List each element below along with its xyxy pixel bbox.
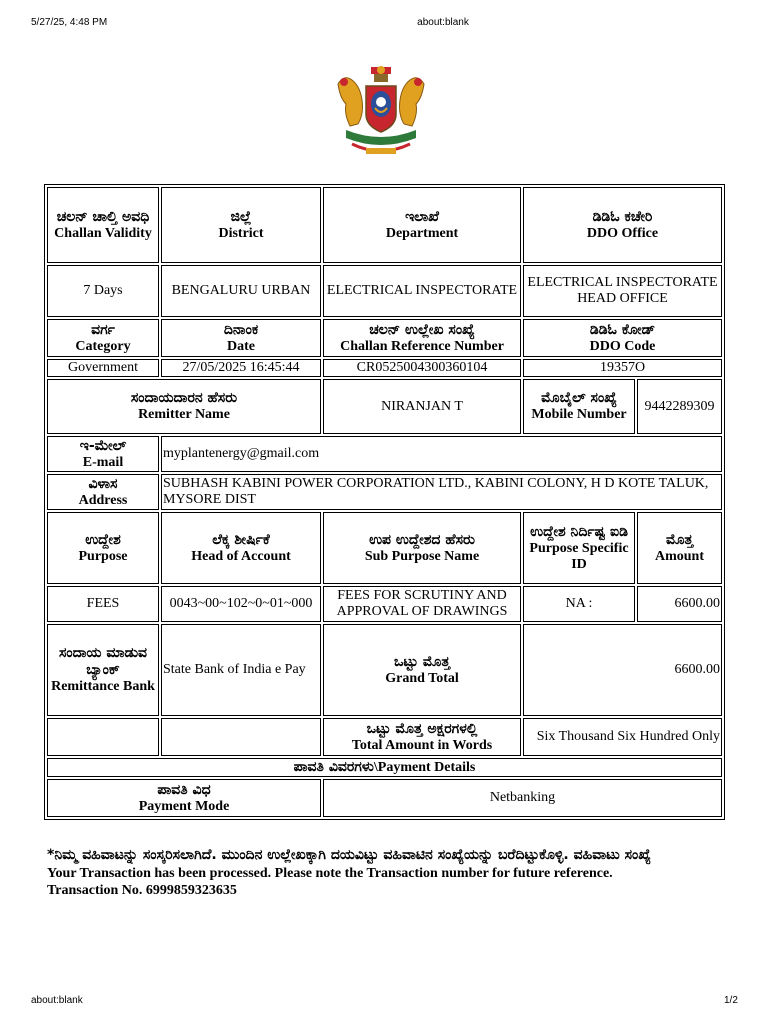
challan-reference-header bbox=[323, 319, 521, 357]
empty-cell-1 bbox=[47, 718, 159, 756]
transaction-note-kannada: *ನಿಮ್ಮ ವಹಿವಾಟನ್ನು ಸಂಸ್ಕರಿಸಲಾಗಿದೆ. ಮುಂದಿನ ಉಲ್ಲೇಖಕ್ಕಾಗಿ ದಯವಿಟ್ಟು ವಹಿವಾಟಿನ ಸಂಖ್ಯೆಯನ್ನು ಬರೆದಿಟ್ಟುಕೊಳ್ಳಿ. ವಹಿವಾಟು ಸಂಖ್ಯೆ bbox=[47, 847, 651, 863]
remittance-bank-header bbox=[47, 624, 159, 716]
payment-mode-en: Payment Mode bbox=[138, 798, 230, 814]
ddo-office-en: DDO Office bbox=[586, 225, 659, 241]
department-value: ELECTRICAL INSPECTORATE bbox=[323, 265, 521, 317]
address-en: Address bbox=[78, 492, 128, 508]
challan-validity-header bbox=[47, 187, 159, 263]
head-of-account-en: Head of Account bbox=[191, 548, 291, 564]
head-of-account-value: 0043~00~102~0~01~000 bbox=[161, 586, 321, 622]
remitter-name-en: Remitter Name bbox=[138, 407, 230, 422]
department-en: Department bbox=[385, 225, 459, 241]
address-header bbox=[47, 474, 159, 510]
head-of-account-kn: ಲೆಕ್ಕ ಶೀರ್ಷಿಕೆ bbox=[212, 531, 270, 548]
mobile-number-en: Mobile Number bbox=[531, 407, 627, 422]
date-header bbox=[161, 319, 321, 357]
payment-details-header bbox=[47, 758, 722, 777]
sub-purpose-header bbox=[323, 512, 521, 584]
head-of-account-header bbox=[161, 512, 321, 584]
remitter-name-value: NIRANJAN T bbox=[323, 379, 521, 434]
ddo-code-kn: ಡಿಡಿಓ ಕೋಡ್ bbox=[589, 321, 656, 338]
district-value: BENGALURU URBAN bbox=[161, 265, 321, 317]
transaction-note-english: Your Transaction has been processed. Please note the Transaction number for future reference. bbox=[47, 866, 613, 881]
sub-purpose-en: Sub Purpose Name bbox=[364, 548, 480, 564]
remittance-bank-value: State Bank of India e Pay bbox=[161, 624, 321, 716]
payment-details-kn: ಪಾವತಿ ವಿವರಗಳು bbox=[293, 759, 374, 775]
amount-in-words-en: Total Amount in Words bbox=[351, 737, 493, 753]
challan-validity-en: Challan Validity bbox=[54, 225, 152, 241]
ddo-code-en: DDO Code bbox=[589, 338, 656, 354]
challan-validity-kn: ಚಲನ್ ಚಾಲ್ತಿ ಅವಧಿ bbox=[56, 208, 150, 225]
sub-purpose-value: FEES FOR SCRUTINY AND APPROVAL OF DRAWINGS bbox=[323, 586, 521, 622]
district-header bbox=[161, 187, 321, 263]
challan-reference-value: CR0525004300360104 bbox=[323, 359, 521, 377]
remittance-bank-kn: ಸಂದಾಯ ಮಾಡುವ ಬ್ಯಾಂಕ್ bbox=[58, 645, 148, 678]
purpose-en: Purpose bbox=[78, 548, 128, 564]
purpose-specific-id-en: Purpose Specific ID bbox=[529, 540, 629, 572]
email-kn: ಇ-ಮೇಲ್ bbox=[79, 437, 127, 454]
payment-details-en: \Payment Details bbox=[373, 760, 476, 775]
payment-mode-header bbox=[47, 779, 321, 817]
purpose-specific-id-value: NA : bbox=[523, 586, 635, 622]
category-value: Government bbox=[47, 359, 159, 377]
category-en: Category bbox=[75, 338, 131, 354]
purpose-specific-id-header bbox=[523, 512, 635, 584]
email-value: myplantenergy@gmail.com bbox=[161, 436, 722, 472]
print-page-title: about:blank bbox=[417, 17, 469, 28]
category-kn: ವರ್ಗ bbox=[91, 321, 115, 338]
ddo-office-value: ELECTRICAL INSPECTORATE HEAD OFFICE bbox=[523, 265, 722, 317]
challan-table bbox=[44, 184, 725, 820]
payment-mode-kn: ಪಾವತಿ ವಿಧ bbox=[157, 781, 211, 798]
purpose-kn: ಉದ್ದೇಶ bbox=[85, 531, 121, 548]
grand-total-value: 6600.00 bbox=[523, 624, 722, 716]
department-kn: ಇಲಾಖೆ bbox=[405, 208, 439, 225]
empty-cell-2 bbox=[161, 718, 321, 756]
amount-value: 6600.00 bbox=[637, 586, 722, 622]
transaction-number-label: Transaction No. bbox=[47, 883, 143, 898]
amount-header bbox=[637, 512, 722, 584]
address-kn: ವಿಳಾಸ bbox=[88, 475, 118, 492]
challan-reference-kn: ಚಲನ್ ಉಲ್ಲೇಖ ಸಂಖ್ಯೆ bbox=[369, 321, 475, 338]
amount-kn: ಮೊತ್ತ bbox=[665, 531, 694, 548]
department-header bbox=[323, 187, 521, 263]
amount-in-words-kn: ಒಟ್ಟು ಮೊತ್ತ ಅಕ್ಷರಗಳಲ್ಲಿ bbox=[366, 720, 478, 737]
purpose-value: FEES bbox=[47, 586, 159, 622]
email-en: E-mail bbox=[82, 454, 124, 470]
grand-total-header bbox=[323, 624, 521, 716]
district-kn: ಜಿಲ್ಲೆ bbox=[230, 208, 252, 225]
sub-purpose-kn: ಉಪ ಉದ್ದೇಶದ ಹೆಸರು bbox=[369, 531, 475, 548]
date-kn: ದಿನಾಂಕ bbox=[223, 321, 259, 338]
date-value: 27/05/2025 16:45:44 bbox=[161, 359, 321, 377]
remitter-name-header bbox=[47, 379, 321, 434]
transaction-notes bbox=[47, 846, 727, 899]
mobile-number-kn: ಮೊಬೈಲ್ ಸಂಖ್ಯೆ bbox=[541, 390, 617, 406]
date-en: Date bbox=[227, 338, 255, 354]
amount-in-words-header bbox=[323, 718, 521, 756]
email-header bbox=[47, 436, 159, 472]
ddo-code-value: 19357O bbox=[523, 359, 722, 377]
print-page-number: 1/2 bbox=[724, 995, 738, 1006]
district-en: District bbox=[218, 225, 264, 241]
remittance-bank-en: Remittance Bank bbox=[51, 679, 155, 694]
payment-mode-value: Netbanking bbox=[323, 779, 722, 817]
grand-total-kn: ಒಟ್ಟು ಮೊತ್ತ bbox=[394, 653, 450, 670]
ddo-code-header bbox=[523, 319, 722, 357]
category-header bbox=[47, 319, 159, 357]
print-datetime: 5/27/25, 4:48 PM bbox=[31, 17, 108, 28]
ddo-office-header bbox=[523, 187, 722, 263]
amount-en: Amount bbox=[654, 548, 704, 564]
purpose-header bbox=[47, 512, 159, 584]
validity-value: 7 Days bbox=[47, 265, 159, 317]
transaction-number-line bbox=[47, 882, 727, 899]
transaction-number-value: 6999859323635 bbox=[145, 883, 237, 898]
address-value: SUBHASH KABINI POWER CORPORATION LTD., KABINI COLONY, H D KOTE TALUK, MYSORE DIST bbox=[161, 474, 722, 510]
remitter-name-kn: ಸಂದಾಯದಾರನ ಹೆಸರು bbox=[130, 390, 238, 406]
challan-reference-en: Challan Reference Number bbox=[340, 338, 504, 354]
mobile-number-header bbox=[523, 379, 635, 434]
amount-in-words-value: Six Thousand Six Hundred Only bbox=[523, 718, 722, 756]
purpose-specific-id-kn: ಉದ್ದೇಶ ನಿರ್ದಿಷ್ಟ ಐಡಿ bbox=[530, 523, 628, 540]
print-footer-url: about:blank bbox=[31, 995, 83, 1006]
ddo-office-kn: ಡಿಡಿಓ ಕಚೇರಿ bbox=[592, 208, 653, 225]
mobile-number-value: 9442289309 bbox=[637, 379, 722, 434]
grand-total-en: Grand Total bbox=[385, 670, 459, 686]
karnataka-emblem-icon bbox=[330, 64, 432, 162]
